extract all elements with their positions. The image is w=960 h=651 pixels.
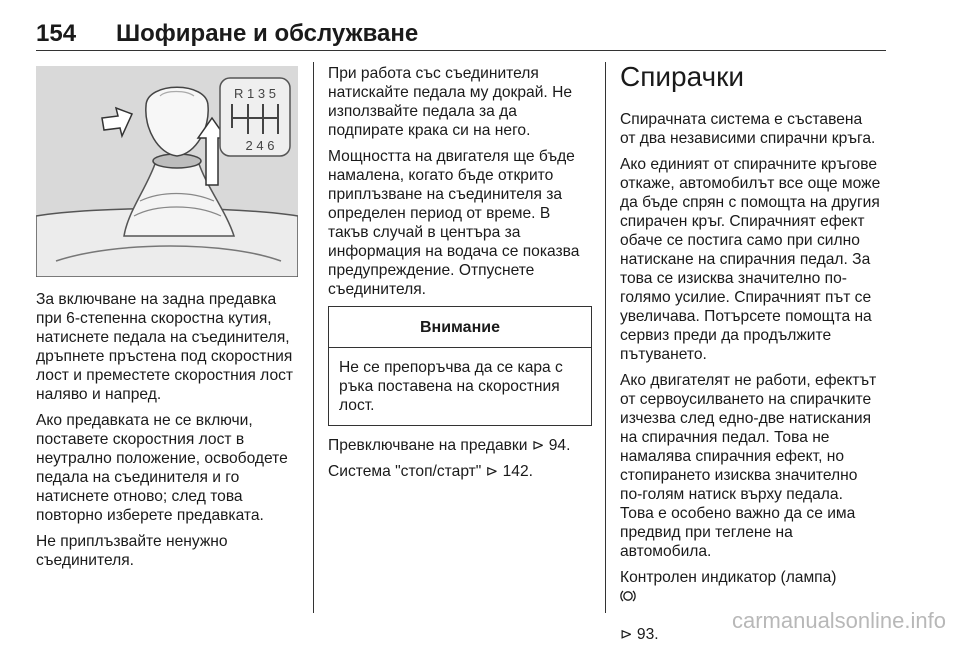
column-3 (620, 110, 888, 651)
gear-lever-illustration (36, 66, 298, 277)
gear-lever-drawing (36, 66, 298, 277)
cross-reference-text: Система "стоп/старт" (328, 463, 482, 480)
shift-pattern-top: R 1 3 5 (234, 86, 276, 101)
cross-reference (328, 462, 592, 481)
column-1 (36, 290, 302, 577)
caution-text: Не се препоръчва да се кара с ръка поставена на скоростния лост. (339, 359, 563, 414)
shift-pattern-bottom: 2 4 6 (245, 138, 275, 153)
page-number: 154 (36, 20, 77, 47)
paragraph: Не приплъзвайте ненужно съединителя. (36, 533, 228, 569)
watermark: carmanualsonline.info (731, 608, 946, 633)
paragraph: Ако предавката не се включи, поставете скоростния лост в неутрално положение, освободете педала на съединителя и го натиснете отново; след това повторно изберете предавката. (36, 412, 288, 524)
paragraph: Ако двигателят не работи, ефектът от сервоусилването на спирачките изчезва след едно-две натискания на спирачния педал. Това не намалява спирачния ефект, но стопирането изисква значително по-голям натиск върху педала. Това е особено важно да се има предвид при теглене на автомобила. (620, 372, 877, 560)
cross-reference-text: Превключване на предавки (328, 437, 528, 454)
page-reference-arrow-icon: ⊳ (531, 437, 545, 454)
cross-reference-page: 142. (502, 463, 533, 480)
column-divider-right (605, 62, 606, 613)
indicator-text: Контролен индикатор (лампа) (620, 569, 837, 586)
brake-warning-icon (620, 589, 636, 603)
paragraph: Спирачната система е съставена от два независими спирачни кръга. (620, 111, 876, 147)
column-divider-left (313, 62, 314, 613)
caution-box (328, 306, 592, 426)
paragraph: Мощността на двигателя ще бъде намалена, когато бъде открито приплъзване на съединителя за определен период от време. В такъв случай в центъра за информация на водача се показва предупреждение. Отпуснете съединителя. (328, 148, 580, 298)
section-heading: Спирачки (620, 61, 745, 92)
indicator-page: 93. (636, 626, 659, 643)
header-divider (36, 50, 886, 51)
page-reference-arrow-icon: ⊳ (620, 626, 633, 643)
cross-reference-page: 94. (548, 437, 571, 454)
page-reference-arrow-icon: ⊳ (485, 463, 499, 480)
chapter-title: Шофиране и обслужване (116, 20, 419, 47)
column-2 (328, 64, 592, 488)
paragraph: Ако единият от спирачните кръгове откаже, автомобилът все още може да бъде спрян с помощта на другия спирачен кръг. Спирачният ефект обаче се постига само при силно натискане на спирачния педал. За това се изисква значително по- голямо усилие. Спирачният път се увеличава. Потърсете помощта на сервиз преди да продължите пътуването. (620, 156, 881, 363)
paragraph: При работа със съединителя натискайте педала му докрай. Не използвайте педала за да подпирате крака си на него. (328, 65, 573, 139)
paragraph: За включване на задна предавка при 6-степенна скоростна кутия, натиснете педала на съединителя, дръпнете пръстена под скоростния лост и преместете скоростния лост наляво и напред. (36, 291, 294, 403)
cross-reference (328, 436, 592, 455)
page-header (36, 20, 886, 50)
caution-title: Внимание (329, 307, 591, 348)
